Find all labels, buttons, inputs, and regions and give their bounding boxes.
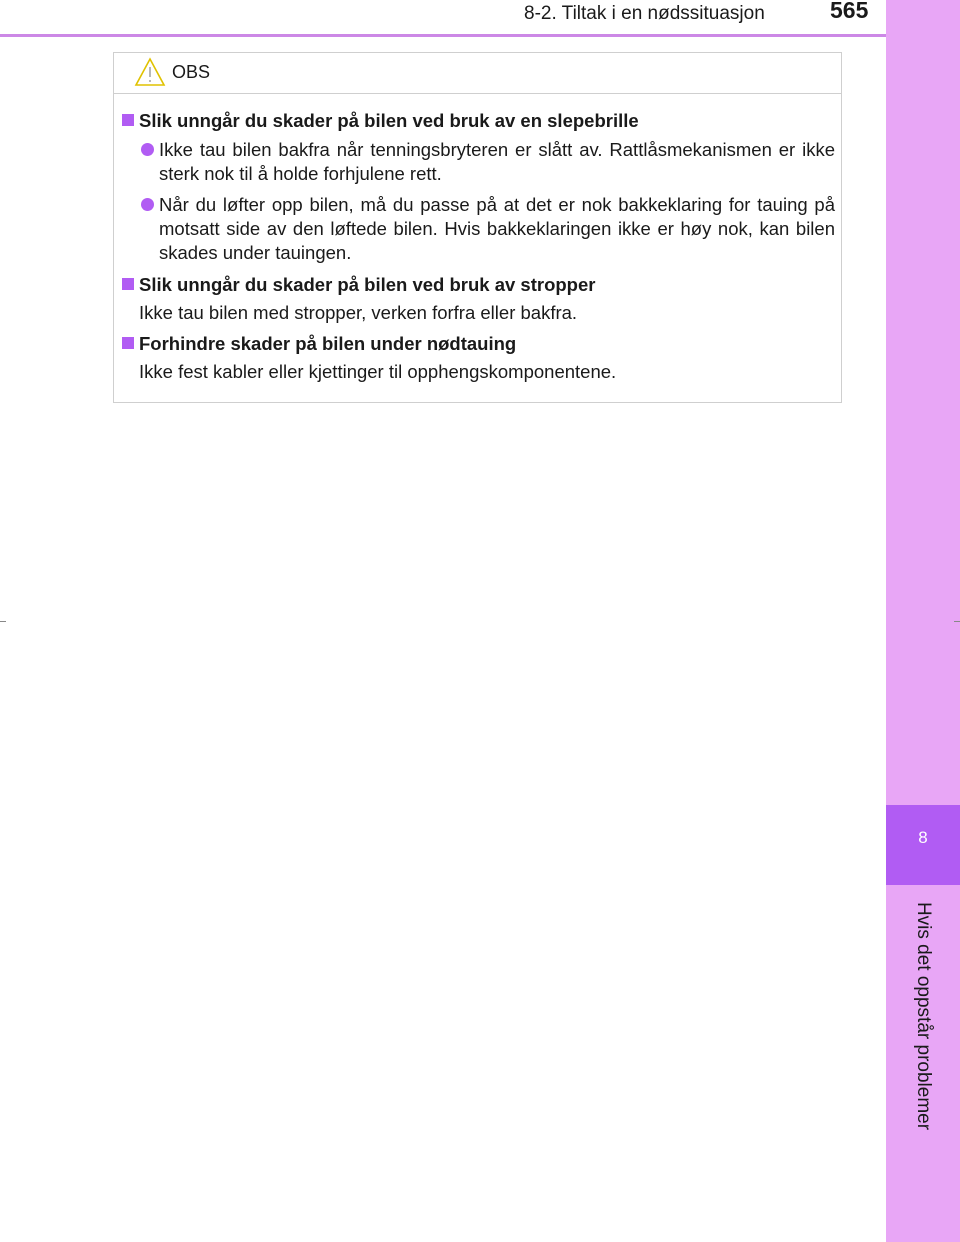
bullet-item: [114, 193, 843, 265]
section-text: Ikke tau bilen med stropper, verken forfra eller bakfra.: [139, 302, 578, 323]
chapter-number-box: 8: [886, 805, 960, 885]
section-heading: [114, 332, 843, 356]
section-heading-text: Slik unngår du skader på bilen ved bruk av stropper: [139, 274, 596, 295]
crop-mark-right: [954, 621, 960, 622]
section-heading: [114, 109, 843, 133]
bullet-text: Når du løfter opp bilen, må du passe på at det er nok bakkeklaring for tauing på motsatt side av den løftede bilen. Hvis bakkeklaringen ikke er høy nok, kan bilen skades under tauingen.: [159, 194, 835, 263]
section-heading: [114, 273, 843, 297]
round-bullet-icon: [141, 143, 154, 156]
header-rule: [0, 34, 886, 37]
section-heading-text: Slik unngår du skader på bilen ved bruk av en slepebrille: [139, 110, 639, 131]
round-bullet-icon: [141, 198, 154, 211]
square-bullet-icon: [122, 337, 134, 349]
caution-title: OBS: [172, 62, 211, 82]
chapter-title-vertical: Hvis det oppstår problemer: [913, 901, 934, 1131]
caution-box: [113, 52, 842, 403]
section-text: Ikke fest kabler eller kjettinger til opphengskomponentene.: [139, 361, 617, 382]
warning-triangle-icon: [134, 57, 166, 92]
page-number: 565: [830, 0, 869, 23]
running-header-title: 8-2. Tiltak i en nødssituasjon: [524, 3, 765, 24]
square-bullet-icon: [122, 278, 134, 290]
caution-content: [114, 109, 843, 384]
bullet-item: [114, 138, 843, 186]
crop-mark-left: [0, 621, 6, 622]
bullet-text: Ikke tau bilen bakfra når tenningsbryteren er slått av. Rattlåsmekanismen er ikke sterk nok til å holde forhjulene rett.: [159, 139, 835, 184]
section-heading-text: Forhindre skader på bilen under nødtauing: [139, 333, 517, 354]
square-bullet-icon: [122, 114, 134, 126]
caution-header: [114, 53, 841, 94]
